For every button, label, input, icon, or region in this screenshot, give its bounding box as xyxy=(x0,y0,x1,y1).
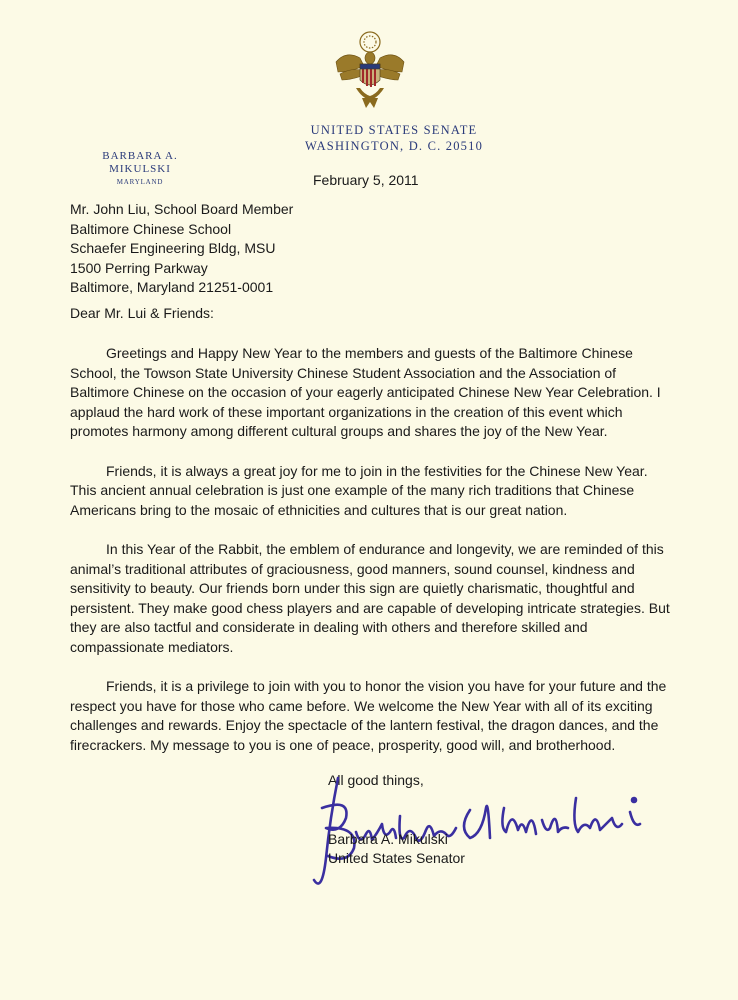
senate-letterhead xyxy=(284,122,504,154)
body-paragraph: Friends, it is always a great joy for me to join in the festivities for the Chinese New Year. This ancient annual celebration is just one example of the many rich traditions that Chinese Americans bring to the mosaic of ethnicities and cultures that is our great nation. xyxy=(70,462,648,518)
letter-body xyxy=(70,344,670,775)
sender-state: MARYLAND xyxy=(116,178,164,186)
address-line: Schaefer Engineering Bldg, MSU xyxy=(70,240,276,256)
eagle-seal-icon xyxy=(332,28,408,110)
signer-name: Barbara A. Mikulski xyxy=(328,831,448,847)
closing: All good things, xyxy=(328,772,424,788)
signer-title: United States Senator xyxy=(328,849,465,866)
body-paragraph: In this Year of the Rabbit, the emblem of endurance and longevity, we are reminded of this animal’s traditional attributes of graciousness, good manners, sound counsel, kindness and sensitivity to beauty. Our friends born under this sign are quietly charismatic, thoughtful and persistent. They make good chess players and are capable of developing intricate strategies. But they are also tactful and considerate in dealing with others and therefore skilled and compassionate mediators. xyxy=(70,541,670,655)
senate-seal-icon xyxy=(332,28,408,110)
salutation: Dear Mr. Lui & Friends: xyxy=(70,305,214,321)
body-paragraph: Greetings and Happy New Year to the members and guests of the Baltimore Chinese School, the Towson State University Chinese Student Association and the Association of Baltimore Chinese on the occasion of your eagerly anticipated Chinese New Year Celebration. I applaud the hard work of these important organizations in the creation of this event which promotes harmony among different cultural groups and shares the joy of the New Year. xyxy=(70,345,661,439)
address-line: Baltimore, Maryland 21251-0001 xyxy=(70,279,274,295)
letter-date: February 5, 2011 xyxy=(313,172,419,188)
sender-block xyxy=(70,150,210,188)
signer-block xyxy=(328,830,465,867)
address-line: Baltimore Chinese School xyxy=(70,220,232,237)
letterhead-line2: WASHINGTON, D. C. 20510 xyxy=(304,139,484,153)
sender-name: BARBARA A. MIKULSKI xyxy=(102,150,178,175)
letterhead-line1: UNITED STATES SENATE xyxy=(310,123,478,137)
body-paragraph: Friends, it is a privilege to join with you to honor the vision you have for your future and the respect you have for those who came before. We welcome the New Year with all of its exciting challenges and rewards. Enjoy the spectacle of the lantern festival, the dragon dances, and the firecrackers. My message to you is one of peace, prosperity, good will, and brotherhood. xyxy=(70,678,667,753)
recipient-address xyxy=(70,200,293,298)
address-line: 1500 Perring Parkway xyxy=(70,259,208,276)
address-line: Mr. John Liu, School Board Member xyxy=(70,201,294,217)
